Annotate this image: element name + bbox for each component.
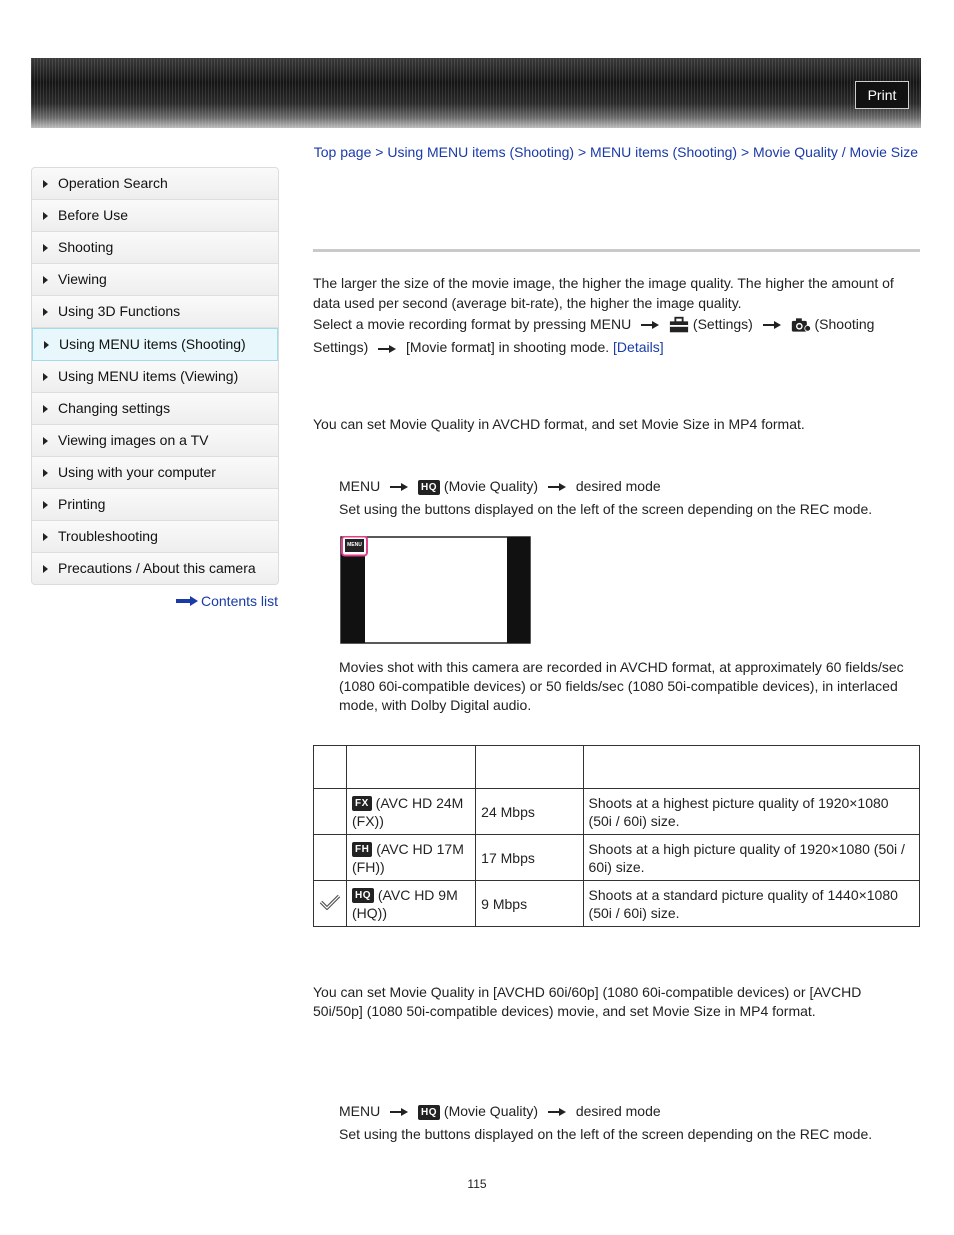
sidebar-item-troubleshooting[interactable] (32, 521, 278, 553)
description-line: 60i) size. (588, 858, 645, 875)
sidebar-item-label: Using with your computer (58, 464, 216, 480)
intro-line (313, 337, 920, 357)
triangle-right-icon (43, 373, 48, 381)
mode-name: (HQ)) (352, 904, 387, 921)
breadcrumb (313, 143, 918, 162)
desired-mode-label: desired mode (575, 1103, 661, 1119)
menu-label: MENU (339, 1103, 381, 1119)
sidebar-item-shooting[interactable] (32, 232, 278, 264)
breadcrumb-separator: > (577, 144, 587, 160)
sidebar-item-label: Using MENU items (Shooting) (59, 336, 246, 352)
arrow-right-icon (641, 321, 659, 329)
bitrate-cell: 9 Mbps (476, 881, 583, 927)
mode-cell (347, 835, 476, 881)
triangle-right-icon (43, 565, 48, 573)
sidebar-item-viewing-tv[interactable] (32, 425, 278, 457)
description-line: Shoots at a highest picture quality of 1920×1080 (588, 794, 889, 811)
toolbox-settings-icon (669, 316, 689, 334)
table-row (314, 789, 920, 835)
default-marker-cell (314, 835, 347, 881)
hq-icon: HQ (418, 480, 440, 495)
breadcrumb-menu-items-shooting[interactable]: MENU items (Shooting) (590, 144, 738, 160)
bitrate-cell: 17 Mbps (476, 835, 583, 881)
triangle-right-icon (43, 180, 48, 188)
sidebar-item-viewing[interactable] (32, 264, 278, 296)
contents-list-label: Contents list (201, 593, 279, 609)
movie-quality-table (313, 745, 920, 927)
triangle-right-icon (44, 341, 49, 349)
sidebar-item-label: Shooting (58, 239, 114, 255)
triangle-right-icon (43, 501, 48, 509)
intro-paragraph (313, 273, 920, 357)
sidebar-item-changing-settings[interactable] (32, 393, 278, 425)
table-header-row (314, 746, 920, 789)
arrow-right-icon (378, 345, 396, 353)
menu-label: MENU (339, 478, 381, 494)
mode-name: (AVC HD 24M (375, 794, 464, 811)
print-button[interactable]: Print (855, 81, 909, 109)
camera-screen-illustration (340, 536, 531, 644)
section1-menu-path (339, 476, 919, 496)
sidebar-item-computer[interactable] (32, 457, 278, 489)
sidebar-item-operation-search[interactable] (32, 168, 278, 200)
section1-description: You can set Movie Quality in AVCHD format, and set Movie Size in MP4 format. (313, 416, 805, 432)
triangle-right-icon (43, 308, 48, 316)
description-cell (583, 789, 919, 835)
mode-cell (347, 881, 476, 927)
triangle-right-icon (43, 533, 48, 541)
desired-mode-label: desired mode (575, 478, 661, 494)
sidebar-item-printing[interactable] (32, 489, 278, 521)
description-cell (583, 881, 919, 927)
sidebar-item-precautions[interactable] (32, 553, 278, 584)
hq-icon: HQ (352, 888, 374, 903)
sidebar-item-label: Viewing (58, 271, 107, 287)
avchd-line: (1080 60i-compatible devices) or 50 fields/sec (1080 50i-compatible devices), in interlaced (339, 678, 898, 694)
section2-line: You can set Movie Quality in [AVCHD 60i/60p] (1080 60i-compatible devices) or [AVCHD (313, 984, 862, 1000)
sidebar-item-label: Printing (58, 496, 106, 512)
breadcrumb-separator: > (375, 144, 384, 160)
arrow-right-icon (763, 321, 781, 329)
sidebar-item-menu-shooting[interactable] (32, 328, 278, 361)
table-header-cell (314, 746, 347, 789)
triangle-right-icon (43, 437, 48, 445)
movie-quality-label: (Movie Quality) (443, 478, 539, 494)
triangle-right-icon (43, 244, 48, 252)
title-divider (313, 249, 920, 252)
table-row (314, 835, 920, 881)
default-marker-cell (314, 881, 347, 927)
intro-line: data used per second (average bit-rate), the higher the image quality. (313, 295, 742, 311)
arrow-right-icon (548, 1108, 566, 1116)
screen-diagram-icon (340, 536, 531, 644)
sidebar-item-label: Using MENU items (Viewing) (58, 368, 239, 384)
sidebar-item-label: Precautions / About this camera (58, 560, 256, 576)
camera-settings-icon (791, 316, 811, 334)
breadcrumb-current-page[interactable]: Movie Quality / Movie Size (753, 144, 918, 160)
table-header-cell (583, 746, 919, 789)
hq-icon: HQ (418, 1105, 440, 1120)
description-line: Shoots at a high picture quality of 1920×1080 (50i / (588, 840, 905, 857)
sidebar-item-menu-viewing[interactable] (32, 361, 278, 393)
details-link[interactable]: [Details] (613, 339, 664, 356)
page-header-banner (31, 58, 921, 128)
settings-label: (Settings) (692, 316, 753, 332)
table-header-cell (347, 746, 476, 789)
section2-menu-path (339, 1101, 919, 1121)
mode-name: (AVC HD 17M (376, 840, 464, 857)
sidebar-item-3d-functions[interactable] (32, 296, 278, 328)
avchd-description (339, 658, 919, 715)
intro-line-text: Select a movie recording format by pressing MENU (313, 316, 632, 332)
sidebar-item-label: Troubleshooting (58, 528, 158, 544)
description-cell (583, 835, 919, 881)
checkmark-icon (319, 894, 341, 910)
sidebar-item-label: Operation Search (58, 175, 168, 191)
fx-icon: FX (352, 796, 372, 811)
arrow-right-icon (176, 596, 198, 606)
section2-hint: Set using the buttons displayed on the left of the screen depending on the REC mode. (339, 1126, 873, 1142)
avchd-line: Movies shot with this camera are recorded in AVCHD format, at approximately 60 fields/sec (339, 659, 904, 675)
mode-name: (FH)) (352, 858, 385, 875)
intro-line (313, 314, 920, 334)
triangle-right-icon (43, 405, 48, 413)
bitrate-cell: 24 Mbps (476, 789, 583, 835)
triangle-right-icon (43, 276, 48, 284)
intro-line-text: Settings) (313, 339, 369, 356)
section2-description (313, 983, 920, 1021)
movie-quality-label: (Movie Quality) (443, 1103, 539, 1119)
triangle-right-icon (43, 212, 48, 220)
table-header-cell (476, 746, 583, 789)
breadcrumb-separator: > (740, 144, 750, 160)
description-line: (50i / 60i) size. (588, 904, 680, 921)
sidebar-nav (31, 167, 279, 585)
description-line: (50i / 60i) size. (588, 812, 680, 829)
sidebar-item-label: Before Use (58, 207, 129, 223)
mode-name: (FX)) (352, 812, 384, 829)
section2-line: 50i/50p] (1080 50i-compatible devices) movie, and set Movie Size in MP4 format. (313, 1003, 816, 1019)
arrow-right-icon (548, 483, 566, 491)
triangle-right-icon (43, 469, 48, 477)
shooting-label: (Shooting (814, 316, 875, 332)
breadcrumb-top-page[interactable]: Top page (313, 144, 372, 160)
sidebar-item-before-use[interactable] (32, 200, 278, 232)
avchd-line: mode, with Dolby Digital audio. (339, 697, 532, 713)
arrow-right-icon (390, 483, 408, 491)
sidebar-item-label: Using 3D Functions (58, 303, 181, 319)
default-marker-cell (314, 789, 347, 835)
mode-cell (347, 789, 476, 835)
table-row (314, 881, 920, 927)
sidebar-item-label: Changing settings (58, 400, 171, 416)
fh-icon: FH (352, 842, 372, 857)
page-number: 115 (467, 1177, 487, 1191)
intro-line-text: [Movie format] in shooting mode. (406, 339, 610, 356)
arrow-right-icon (390, 1108, 408, 1116)
section1-hint: Set using the buttons displayed on the left of the screen depending on the REC mode. (339, 501, 873, 517)
mode-name: (AVC HD 9M (377, 886, 458, 903)
description-line: Shoots at a standard picture quality of 1440×1080 (588, 886, 898, 903)
intro-line: The larger the size of the movie image, the higher the image quality. The higher the amount of (313, 275, 894, 291)
contents-list-link[interactable] (176, 593, 278, 609)
menu-button-badge: MENU (347, 542, 362, 548)
breadcrumb-using-menu-shooting[interactable]: Using MENU items (Shooting) (387, 144, 575, 160)
sidebar-item-label: Viewing images on a TV (58, 432, 209, 448)
